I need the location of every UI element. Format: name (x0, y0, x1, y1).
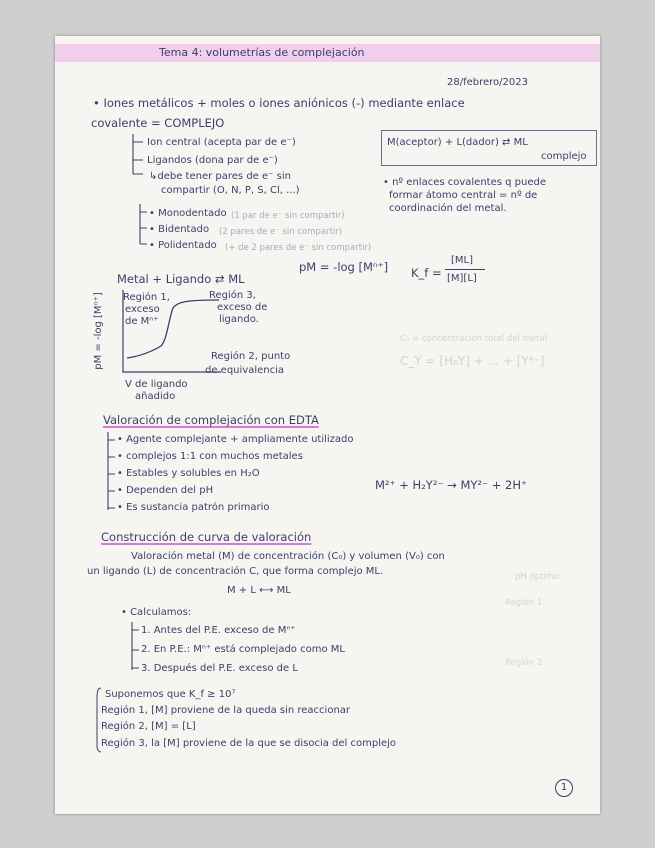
graph-region-3b: exceso de (217, 302, 268, 313)
graph-region-3a: Región 3, (209, 290, 256, 301)
step-1: 1. Antes del P.E. exceso de Mⁿ⁺ (141, 625, 296, 636)
coordination-note-2: formar átomo central = nº de (389, 190, 538, 201)
page-title: Tema 4: volumetrías de complejación (159, 46, 365, 59)
tree-bracket-1 (129, 132, 149, 192)
monodentado-note: (1 par de e⁻ sin compartir) (231, 211, 345, 221)
graph-x-label-1: V de ligando (125, 379, 188, 390)
edta-item-3: • Estables y solubles en H₂O (117, 468, 260, 479)
edta-item-2: • complejos 1:1 con muchos metales (117, 451, 303, 462)
complex-equation: M(aceptor) + L(dador) ⇄ ML (387, 137, 528, 148)
graph-region-1a: Región 1, (123, 292, 170, 303)
curve-reaction: M + L ⟷ ML (227, 585, 291, 596)
intro-item-ligandos: Ligandos (dona par de e⁻) (147, 155, 278, 166)
graph-y-label: pM = -log [Mⁿ⁺] (93, 292, 104, 370)
intro-item-ion-central: Ion central (acepta par de e⁻) (147, 137, 296, 148)
graph-region-2a: Región 2, punto (211, 351, 291, 362)
coordination-note-1: • nº enlaces covalentes q puede (383, 177, 546, 188)
assumption-3: Región 2, [M] = [L] (101, 721, 196, 732)
edta-heading: Valoración de complejación con EDTA (103, 413, 319, 427)
coordination-note-3: coordinación del metal. (389, 203, 507, 214)
date: 28/febrero/2023 (447, 77, 528, 88)
polidentado: • Polidentado (149, 240, 217, 251)
graph-x-label-2: añadido (135, 391, 176, 402)
pm-formula: pM = -log [Mⁿ⁺] (299, 260, 389, 274)
intro-item-pares-1: ↳debe tener pares de e⁻ sin (149, 171, 291, 182)
curve-line-2: un ligando (L) de concentración C, que forma complejo ML. (87, 566, 384, 577)
intro-line-2: covalente = COMPLEJO (91, 116, 225, 130)
curve-line-1: Valoración metal (M) de concentración (C₀) y volumen (V₀) con (131, 551, 445, 562)
graph-region-1c: de Mⁿ⁺ (125, 316, 159, 327)
assumption-2: Región 1, [M] proviene de la queda sin reaccionar (101, 705, 351, 716)
graph-region-1b: exceso (125, 304, 160, 315)
graph-region-2b: de equivalencia (205, 365, 285, 376)
kf-fraction-bar (445, 269, 485, 270)
monodentado: • Monodentado (149, 208, 227, 219)
graph-region-3c: ligando. (219, 314, 259, 325)
intro-line-1: • Iones metálicos + moles o iones aniónicos (-) mediante enlace (93, 96, 465, 110)
page-number: 1 (555, 779, 573, 797)
notebook-page (55, 36, 600, 814)
step-3: 3. Después del P.E. exceso de L (141, 663, 298, 674)
bidentado: • Bidentado (149, 224, 210, 235)
edta-equation: M²⁺ + H₂Y²⁻ → MY²⁻ + 2H⁺ (375, 478, 528, 492)
kf-numerator: [ML] (451, 255, 474, 266)
metal-ligand-reaction: Metal + Ligando ⇄ ML (117, 272, 245, 286)
kf-lhs: K_f = (411, 266, 442, 280)
ghost-text-5: Región 2 (505, 658, 543, 668)
step-2: 2. En P.E.: Mⁿ⁺ está complejado como ML (141, 644, 345, 655)
ghost-text-1: C₀ = concentración total del metal (400, 334, 548, 344)
ghost-text-3: pH óptimo (515, 572, 560, 582)
intro-item-pares-2: compartir (O, N, P, S, Cl, ...) (161, 185, 300, 196)
polidentado-note: (+ de 2 pares de e⁻ sin compartir) (225, 243, 372, 253)
assumption-4: Región 3, la [M] proviene de la que se disocia del complejo (101, 738, 397, 749)
complex-label: complejo (541, 151, 587, 162)
ghost-text-2: C_Y = [H₆Y] + ... + [Y⁴⁻] (400, 354, 545, 368)
edta-item-5: • Es sustancia patrón primario (117, 502, 270, 513)
bidentado-note: (2 pares de e⁻ sin compartir) (219, 227, 343, 237)
kf-denominator: [M][L] (447, 273, 477, 284)
edta-item-1: • Agente complejante + ampliamente utilizado (117, 434, 354, 445)
curve-heading: Construcción de curva de valoración (101, 530, 312, 544)
ghost-text-4: Región 1 (505, 598, 543, 608)
edta-item-4: • Dependen del pH (117, 485, 214, 496)
assumption-1: Suponemos que K_f ≥ 10⁷ (105, 689, 236, 700)
calculamos: • Calculamos: (121, 607, 192, 618)
